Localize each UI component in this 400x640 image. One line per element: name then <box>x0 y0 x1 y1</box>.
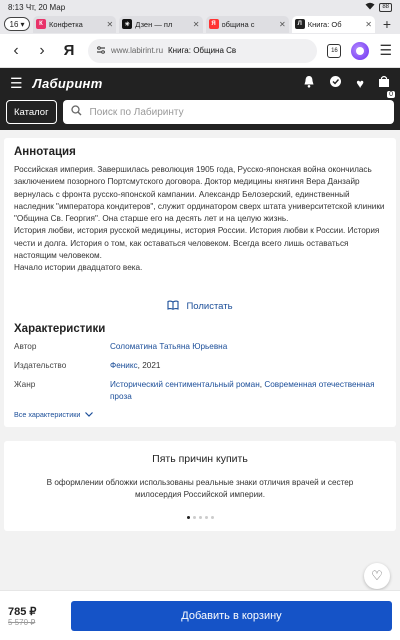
close-icon[interactable]: ✕ <box>279 19 286 29</box>
carousel-dot[interactable] <box>193 516 196 519</box>
add-to-favorites-button[interactable] <box>364 563 390 589</box>
browser-tab[interactable] <box>119 16 202 33</box>
cart-count: 0 <box>389 91 393 98</box>
browse-book-label: Полистать <box>186 300 233 312</box>
publisher-link[interactable]: Феникс <box>110 360 138 370</box>
site-header <box>0 68 400 98</box>
close-icon[interactable]: ✕ <box>106 19 114 29</box>
tab-favicon-icon: ✳ <box>122 19 132 29</box>
close-icon[interactable]: ✕ <box>192 19 200 29</box>
carousel-dot[interactable] <box>211 516 214 519</box>
badge-icon[interactable] <box>329 75 342 91</box>
site-info-icon[interactable] <box>96 46 106 56</box>
characteristic-label: Автор <box>14 341 37 351</box>
back-icon[interactable]: ‹ <box>13 41 19 59</box>
status-date: Чт, 20 Мар <box>25 2 66 12</box>
all-characteristics-label: Все характеристики <box>14 409 81 419</box>
tab-title: Конфетка <box>49 19 83 29</box>
status-bar <box>0 0 400 14</box>
search-icon <box>71 105 82 119</box>
characteristic-row-publisher <box>14 360 386 372</box>
price-block <box>8 605 63 627</box>
reason-text: В оформлении обложки использованы реальные знаки отличия врачей и сестер милосердия Российской империи. <box>46 477 354 500</box>
characteristic-label: Жанр <box>14 379 36 389</box>
add-to-cart-button[interactable]: Добавить в корзину <box>71 601 392 631</box>
search-input[interactable] <box>63 100 394 124</box>
characteristic-row-genre <box>14 379 386 403</box>
tab-title: Дзен — пл <box>135 19 173 29</box>
search-row <box>0 98 400 130</box>
characteristic-row-author <box>14 341 386 353</box>
close-icon[interactable]: ✕ <box>365 19 372 29</box>
annotation-section <box>4 138 396 427</box>
browser-tab-active[interactable] <box>292 16 375 33</box>
tabs-overview-icon[interactable]: 16 <box>327 44 341 58</box>
carousel-dot[interactable] <box>199 516 202 519</box>
tab-title: Книга: Об <box>307 19 342 29</box>
wifi-icon <box>365 2 375 12</box>
url-domain: www.labirint.ru <box>111 46 164 55</box>
new-tab-button[interactable]: + <box>382 16 392 32</box>
cart-icon[interactable] <box>378 75 393 98</box>
old-price: 5 570 ₽ <box>8 617 36 627</box>
tab-switcher-button[interactable] <box>4 17 30 31</box>
heart-outline-icon: ♡ <box>371 568 383 583</box>
characteristic-label: Издательство <box>14 360 67 370</box>
genre-link[interactable]: Исторический сентиментальный роман <box>110 379 260 389</box>
publisher-year: , 2021 <box>137 360 161 370</box>
characteristics-section <box>14 323 386 419</box>
browse-book-button[interactable] <box>14 300 386 313</box>
book-icon <box>167 300 179 313</box>
url-page-title: Книга: Община Св <box>168 46 237 55</box>
all-characteristics-button[interactable] <box>14 410 386 419</box>
address-bar-row <box>0 34 400 68</box>
catalog-button[interactable]: Каталог <box>6 100 57 124</box>
tab-strip <box>0 14 400 34</box>
reasons-title: Пять причин купить <box>152 452 248 465</box>
characteristics-title: Характеристики <box>14 322 106 335</box>
carousel-dot[interactable] <box>205 516 208 519</box>
current-price: 785 ₽ <box>8 605 37 618</box>
tab-favicon-icon: Я <box>209 19 219 29</box>
author-link[interactable]: Соломатина Татьяна Юрьевна <box>110 341 228 351</box>
status-time: 8:13 <box>8 2 24 12</box>
five-reasons-section <box>4 441 396 531</box>
chevron-down-icon <box>85 410 93 419</box>
main-content <box>4 138 396 531</box>
annotation-paragraph: Начало истории двадцатого века. <box>14 263 143 273</box>
annotation-paragraph: История любви, история русской медицины, история России. История любви к России. История чести и долга. История о том, как оставаться человеком. Всегда всего лишь оставаться настоящим человеком. <box>14 226 380 261</box>
address-bar[interactable] <box>88 39 317 63</box>
yandex-logo-icon[interactable]: Я <box>63 42 75 59</box>
menu-icon[interactable]: ☰ <box>379 42 392 58</box>
tab-count: 16 <box>9 19 19 29</box>
tab-favicon-icon: Л <box>295 19 305 29</box>
bell-icon[interactable] <box>303 75 315 91</box>
carousel-dot[interactable] <box>187 516 190 519</box>
chevron-down-icon: ▾ <box>20 19 25 29</box>
battery-icon: 88 <box>379 3 392 12</box>
tab-favicon-icon: К <box>36 19 46 29</box>
annotation-title: Аннотация <box>14 146 76 158</box>
alice-assistant-icon[interactable] <box>351 42 369 60</box>
hamburger-icon[interactable]: ☰ <box>10 74 23 91</box>
genre-separator: , <box>259 379 265 389</box>
search-placeholder: Поиск по Лабиринту <box>89 106 184 118</box>
site-logo[interactable]: Лабиринт <box>32 75 103 91</box>
tab-title: община с <box>221 19 255 29</box>
browser-tab[interactable] <box>33 16 116 33</box>
purchase-bar <box>0 590 400 640</box>
forward-icon[interactable]: › <box>39 41 45 59</box>
genre-link[interactable]: Современная отечественная проза <box>110 379 375 401</box>
annotation-paragraph: Российская империя. Завершилась революция 1905 года, Русско-японская война окончилась заключением позорного Портсмутского договора. Доктор медицины княгиня Вера Данзайр вернулась с фронта русско-японской кампании. Александр Белозерский, единственный наследник "императора кондитеров", служит ординатором сверх штата университетской клиники "Община Св. Георгия". Она старше его на десять лет и на целую жизнь. <box>14 165 385 224</box>
heart-icon[interactable]: ♥ <box>356 75 364 91</box>
browser-tab[interactable] <box>206 16 289 33</box>
carousel-dots[interactable] <box>14 516 386 519</box>
